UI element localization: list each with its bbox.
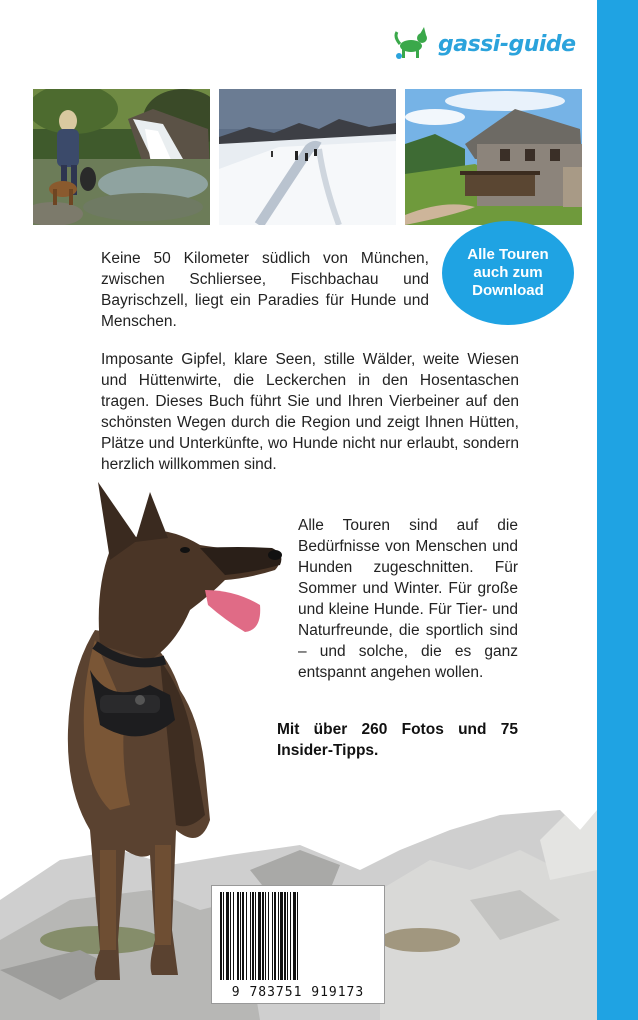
- side-stripe: [597, 0, 638, 1020]
- dog-logo-icon: [394, 27, 432, 61]
- photo-mountain-hut: [405, 89, 582, 225]
- intro-paragraph: Keine 50 Kilometer südlich von München, zwischen Schliersee, Fischbachau und Bayrischzell, liegt ein Paradies für Hunde und Menschen.: [101, 250, 429, 330]
- download-badge: [442, 221, 574, 325]
- barcode-bars: [220, 892, 376, 980]
- isbn-number: 9 783751 919173: [231, 985, 365, 1000]
- badge-text: Alle Touren auch zum Download: [467, 246, 549, 299]
- brand-logo: [394, 24, 576, 64]
- photo-snow-trail: [219, 89, 396, 225]
- photo-waterfall: [33, 89, 210, 225]
- description-paragraph: Imposante Gipfel, klare Seen, stille Wälder, weite Wiesen und Hüttenwirte, die Leckerchen in den Hosentaschen tragen. Dieses Buch führt Sie und Ihren Vierbeiner auf den schönsten Wegen durch die Region und zeigt Ihnen Hütten, Plätze und Unterkünfte, wo Hunde nicht nur erlaubt, sondern herzlich willkommen sind.: [101, 351, 519, 473]
- tours-paragraph: Alle Touren sind auf die Bedürfnisse von Menschen und Hunden zugeschnitten. Für Sommer und Winter. Für große und kleine Hunde. Für Tier- und Naturfreunde, die sportlich sind – und solche, die es ganz entspannt angehen wollen.: [298, 517, 518, 681]
- isbn-barcode: [211, 885, 385, 1004]
- brand-name: gassi-guide: [438, 31, 576, 57]
- highlights-paragraph: Mit über 260 Fotos und 75 Insider-Tipps.: [277, 721, 518, 759]
